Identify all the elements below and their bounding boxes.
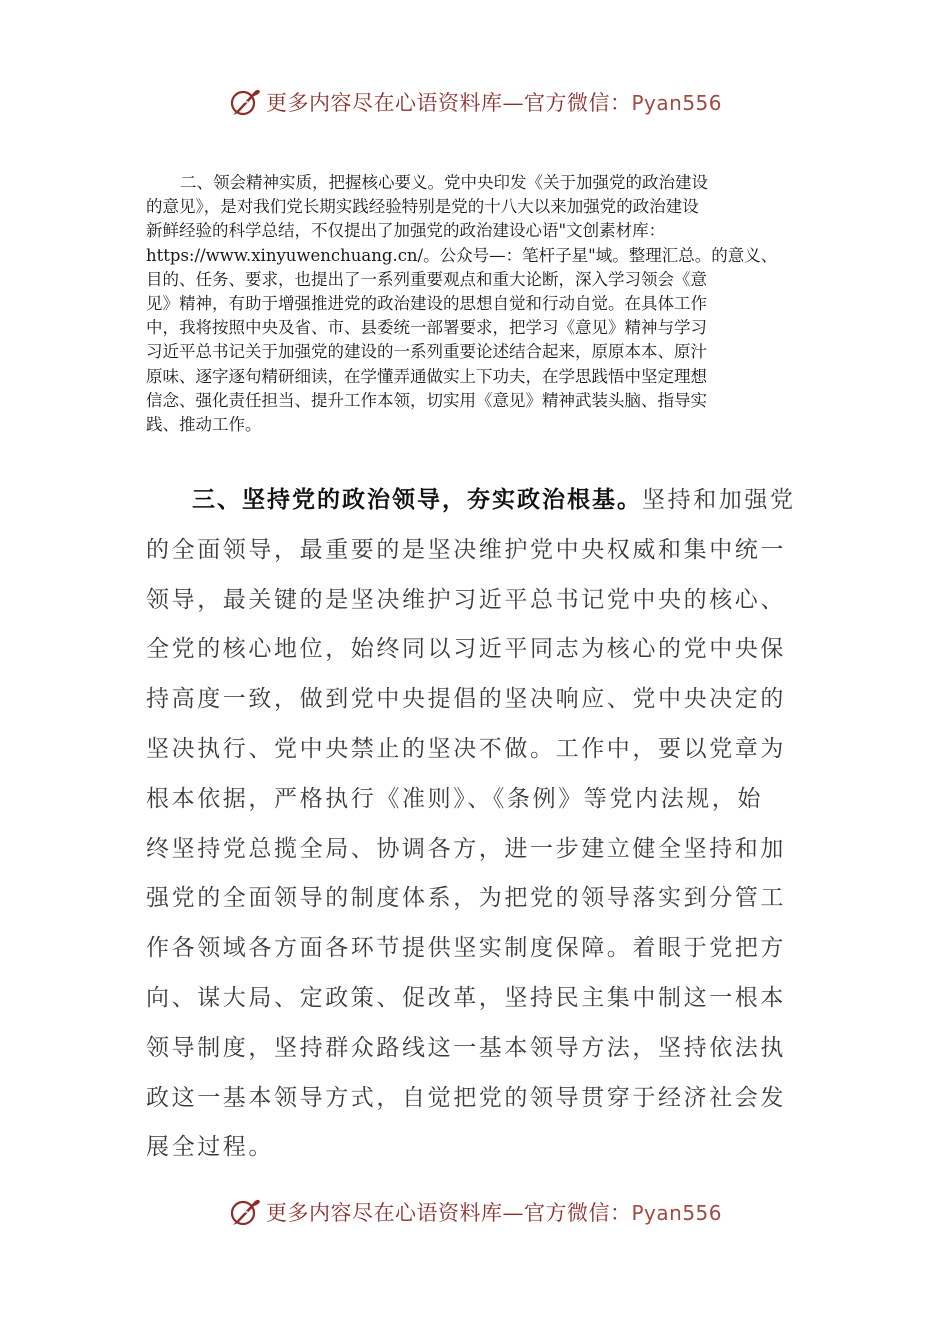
text-line: 政这一基本领导方式，自觉把党的领导贯穿于经济社会发 [146,1084,786,1111]
text-line: 全党的核心地位，始终同以习近平同志为核心的党中央保 [146,636,786,663]
text-line: 终坚持党总揽全局、协调各方，进一步建立健全坚持和加 [146,835,786,862]
heading-continuation: 坚持和加强党 [642,487,796,513]
text-line: 二、领会精神实质，把握核心要义。党中央印发《关于加强党的政治建设 [180,173,708,192]
text-line: 的全面领导，最重要的是坚决维护党中央权威和集中统一 [146,536,786,563]
text-line: 领导制度，坚持群众路线这一基本领导方法，坚持依法执 [146,1034,786,1061]
text-line: 展全过程。 [146,1134,274,1161]
banner-text: 更多内容尽在心语资料库—官方微信：Pyan556 [265,1201,722,1225]
quill-logo-icon [228,85,262,119]
text-line: 见》精神，有助于增强推进党的政治建设的思想自觉和行动自觉。在具体工作 [146,294,707,314]
banner-text: 更多内容尽在心语资料库—官方微信：Pyan556 [265,91,722,115]
text-line: https://www.xinyuwenchuang.cn/。公众号—：笔杆子星"域。整理汇总。的意义、 [146,245,778,265]
text-line: 持高度一致，做到党中央提倡的坚决响应、党中央决定的 [146,686,786,713]
header-banner [0,78,950,126]
text-line: 习近平总书记关于加强党的建设的一系列重要论述结合起来，原原本本、原汁 [146,342,707,362]
text-line: 作各领域各方面各环节提供坚实制度保障。着眼于党把方 [146,935,786,962]
text-line [146,475,826,526]
section-heading: 三、坚持党的政治领导，夯实政治根基。 [192,486,642,513]
text-line: 坚决执行、党中央禁止的坚决不做。工作中，要以党章为 [146,735,786,762]
text-line: 目的、任务、要求，也提出了一系列重要观点和重大论断，深入学习领会《意 [146,269,707,289]
text-line: 的意见》，是对我们党长期实践经验特别是党的十八大以来加强党的政治建设 [146,197,699,217]
text-line: 根本依据，严格执行《准则》、《条例》等党内法规，始 [146,785,763,812]
wechat-id: Pyan556 [631,91,722,115]
text-line: 向、谋大局、定政策、促改革，坚持民主集中制这一根本 [146,984,786,1011]
text-line: 新鲜经验的科学总结，不仅提出了加强党的政治建设心语"文创素材库： [146,221,666,241]
section-two-paragraph [146,171,826,437]
section-three-paragraph [146,475,826,1173]
text-line: 强党的全面领导的制度体系，为把党的领导落实到分管工 [146,885,786,912]
quill-logo-icon [228,1195,262,1229]
text-line: 原味、逐字逐句精研细读，在学懂弄通做实上下功夫，在学思践悟中坚定理想 [146,366,707,386]
text-line: 领导，最关键的是坚决维护习近平总书记党中央的核心、 [146,586,786,613]
text-line: 中，我将按照中央及省、市、县委统一部署要求，把学习《意见》精神与学习 [146,318,707,338]
wechat-id: Pyan556 [631,1201,722,1225]
text-line: 信念、强化责任担当、提升工作本领，切实用《意见》精神武装头脑、指导实 [146,390,707,410]
text-line: 践、推动工作。 [146,415,262,435]
footer-banner [0,1188,950,1236]
